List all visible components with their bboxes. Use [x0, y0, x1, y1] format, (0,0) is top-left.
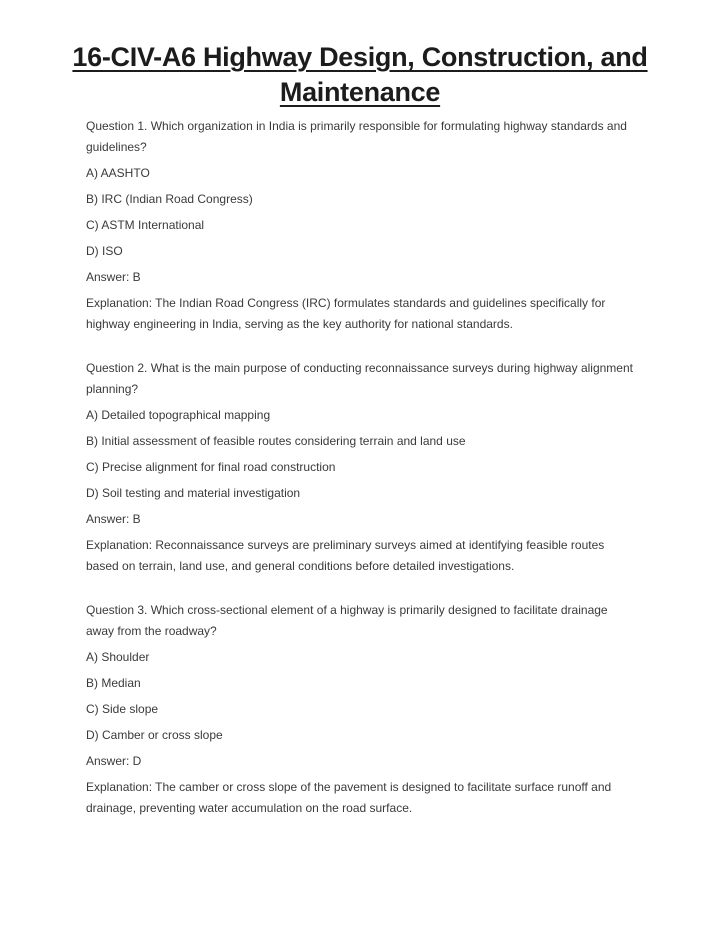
question-2-option-c: C) Precise alignment for final road construction: [86, 460, 336, 474]
question-3-option-b: B) Median: [86, 676, 141, 690]
question-1-answer: Answer: B: [86, 270, 141, 284]
question-block-3: [86, 600, 638, 819]
question-2-option-b: B) Initial assessment of feasible routes considering terrain and land use: [86, 434, 466, 448]
question-1-option-c: C) ASTM International: [86, 218, 205, 232]
question-2-text: Question 2. What is the main purpose of conducting reconnaissance surveys during highway alignment planning?: [86, 361, 633, 396]
question-3-option-a: A) Shoulder: [86, 650, 150, 664]
question-2-option-a: A) Detailed topographical mapping: [86, 408, 271, 422]
question-2-explanation: Explanation: Reconnaissance surveys are preliminary surveys aimed at identifying feasible routes based on terrain, land use, and general conditions before detailed investigations.: [86, 538, 605, 573]
question-3-explanation: Explanation: The camber or cross slope of the pavement is designed to facilitate surface runoff and drainage, preventing water accumulation on the road surface.: [86, 780, 612, 815]
document-title: 16-CIV-A6 Highway Design, Construction, and Maintenance: [72, 42, 648, 107]
question-block-1: [86, 116, 638, 335]
question-3-text: Question 3. Which cross-sectional element of a highway is primarily designed to facilitate drainage away from the roadway?: [86, 603, 608, 638]
question-1-option-b: B) IRC (Indian Road Congress): [86, 192, 253, 206]
question-1-option-d: D) ISO: [86, 244, 123, 258]
question-3-option-d: D) Camber or cross slope: [86, 728, 223, 742]
question-3-option-c: C) Side slope: [86, 702, 159, 716]
question-1-explanation: Explanation: The Indian Road Congress (IRC) formulates standards and guidelines specifically for highway engineering in India, serving as the key authority for national standards.: [86, 296, 606, 331]
document-content: [86, 116, 638, 819]
question-block-2: [86, 358, 638, 577]
question-1-option-a: A) AASHTO: [86, 166, 150, 180]
question-2-option-d: D) Soil testing and material investigation: [86, 486, 301, 500]
question-3-answer: Answer: D: [86, 754, 142, 768]
question-2-answer: Answer: B: [86, 512, 141, 526]
question-1-text: Question 1. Which organization in India is primarily responsible for formulating highway standards and guidelines?: [86, 119, 627, 154]
